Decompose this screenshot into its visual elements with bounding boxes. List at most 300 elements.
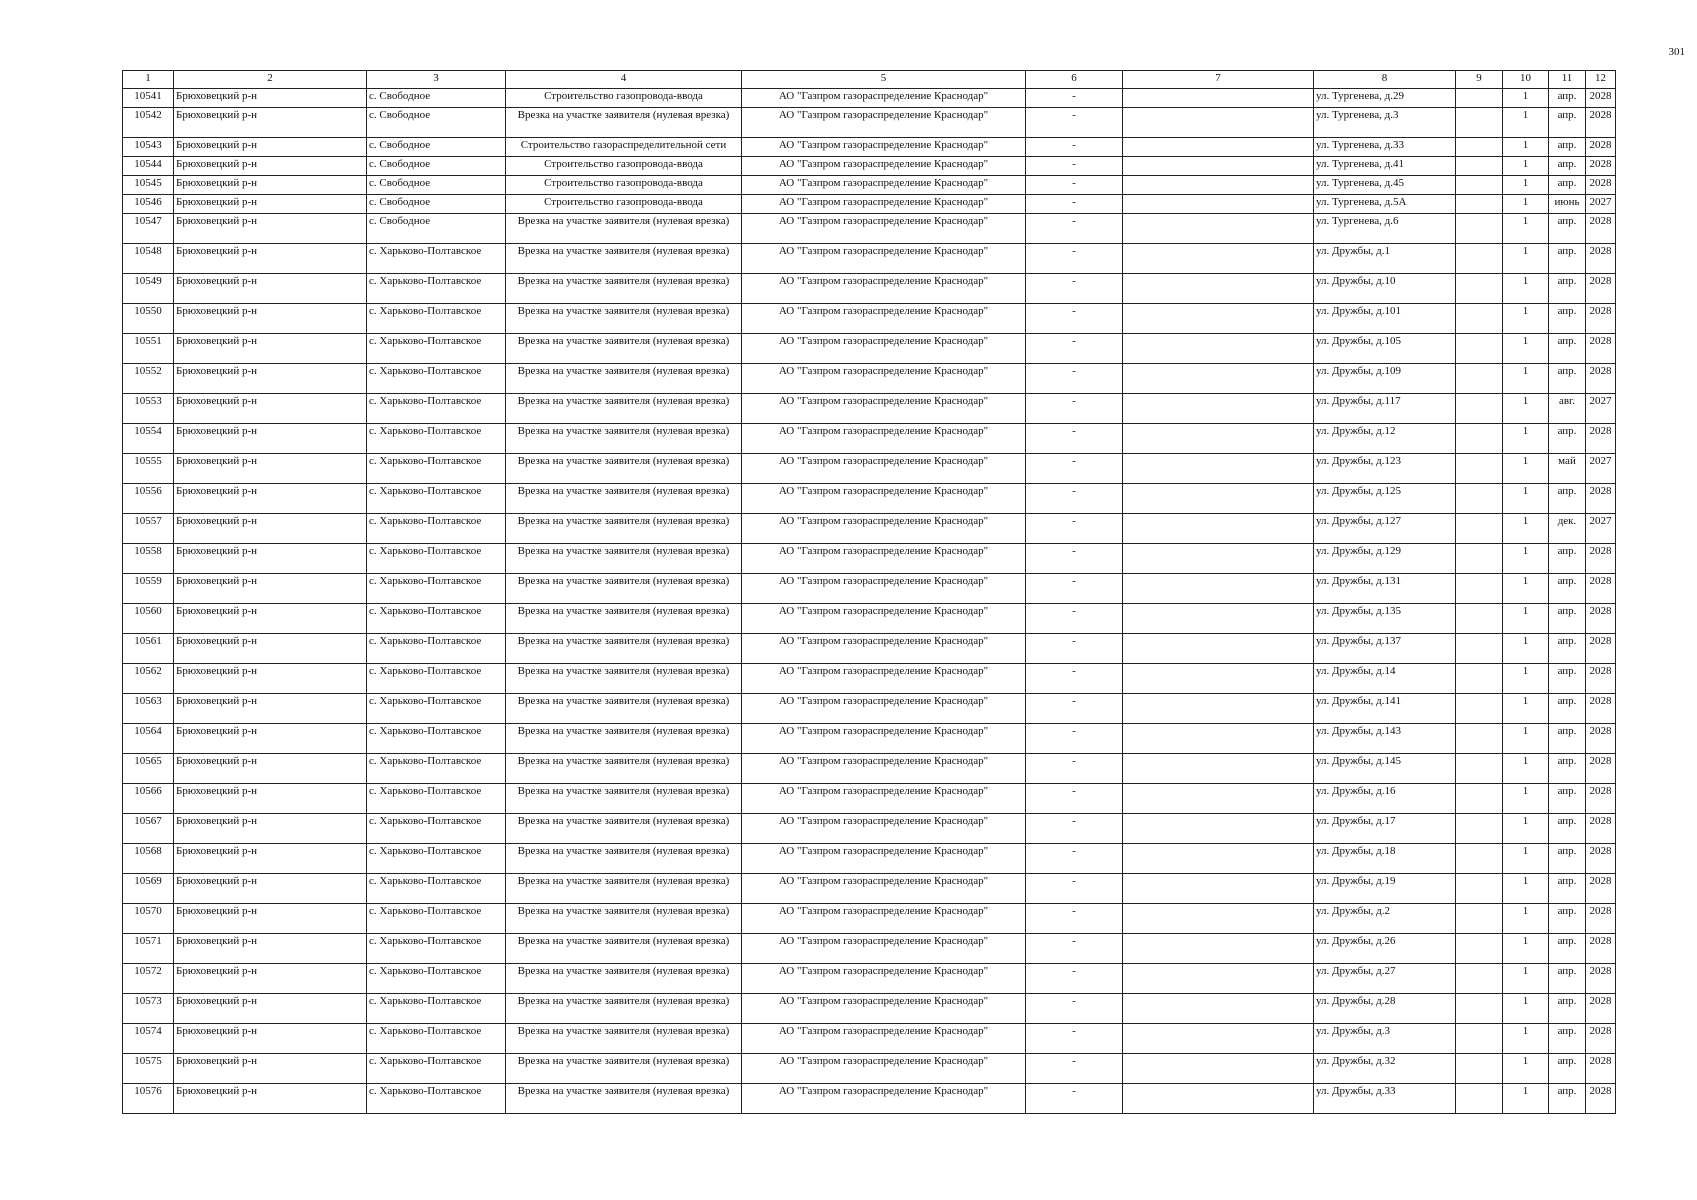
- column-9-cell: [1456, 514, 1503, 544]
- column-header: 12: [1586, 71, 1616, 89]
- district-cell: Брюховецкий р-н: [174, 274, 367, 304]
- settlement-cell: с. Харьково-Полтавское: [367, 484, 506, 514]
- organization-cell: АО "Газпром газораспределение Краснодар": [742, 484, 1026, 514]
- district-cell: Брюховецкий р-н: [174, 195, 367, 214]
- work-type-cell: Врезка на участке заявителя (нулевая врезка): [506, 244, 742, 274]
- row-number-cell: 10559: [123, 574, 174, 604]
- district-cell: Брюховецкий р-н: [174, 874, 367, 904]
- work-type-cell: Врезка на участке заявителя (нулевая врезка): [506, 108, 742, 138]
- column-9-cell: [1456, 274, 1503, 304]
- table-row: [123, 176, 1616, 195]
- column-header: 2: [174, 71, 367, 89]
- quantity-cell: 1: [1503, 176, 1549, 195]
- quantity-cell: 1: [1503, 424, 1549, 454]
- organization-cell: АО "Газпром газораспределение Краснодар": [742, 664, 1026, 694]
- quantity-cell: 1: [1503, 334, 1549, 364]
- month-cell: июнь: [1549, 195, 1586, 214]
- quantity-cell: 1: [1503, 274, 1549, 304]
- table-row: [123, 244, 1616, 274]
- work-type-cell: Врезка на участке заявителя (нулевая врезка): [506, 784, 742, 814]
- table-row: [123, 424, 1616, 454]
- month-cell: апр.: [1549, 424, 1586, 454]
- column-7-cell: [1123, 214, 1314, 244]
- settlement-cell: с. Харьково-Полтавское: [367, 1084, 506, 1114]
- row-number-cell: 10571: [123, 934, 174, 964]
- organization-cell: АО "Газпром газораспределение Краснодар": [742, 1054, 1026, 1084]
- quantity-cell: 1: [1503, 964, 1549, 994]
- address-cell: ул. Дружбы, д.145: [1314, 754, 1456, 784]
- organization-cell: АО "Газпром газораспределение Краснодар": [742, 157, 1026, 176]
- address-cell: ул. Дружбы, д.19: [1314, 874, 1456, 904]
- work-type-cell: Врезка на участке заявителя (нулевая врезка): [506, 334, 742, 364]
- month-cell: апр.: [1549, 1084, 1586, 1114]
- organization-cell: АО "Газпром газораспределение Краснодар": [742, 514, 1026, 544]
- column-9-cell: [1456, 874, 1503, 904]
- settlement-cell: с. Свободное: [367, 214, 506, 244]
- column-7-cell: [1123, 604, 1314, 634]
- column-header: 8: [1314, 71, 1456, 89]
- column-7-cell: [1123, 176, 1314, 195]
- settlement-cell: с. Харьково-Полтавское: [367, 604, 506, 634]
- work-type-cell: Врезка на участке заявителя (нулевая врезка): [506, 604, 742, 634]
- column-7-cell: [1123, 874, 1314, 904]
- work-type-cell: Врезка на участке заявителя (нулевая врезка): [506, 994, 742, 1024]
- column-7-cell: [1123, 1084, 1314, 1114]
- quantity-cell: 1: [1503, 304, 1549, 334]
- settlement-cell: с. Свободное: [367, 108, 506, 138]
- column-9-cell: [1456, 544, 1503, 574]
- row-number-cell: 10568: [123, 844, 174, 874]
- month-cell: апр.: [1549, 784, 1586, 814]
- organization-cell: АО "Газпром газораспределение Краснодар": [742, 364, 1026, 394]
- district-cell: Брюховецкий р-н: [174, 394, 367, 424]
- settlement-cell: с. Харьково-Полтавское: [367, 334, 506, 364]
- work-type-cell: Врезка на участке заявителя (нулевая врезка): [506, 484, 742, 514]
- year-cell: 2028: [1586, 176, 1616, 195]
- quantity-cell: 1: [1503, 454, 1549, 484]
- column-9-cell: [1456, 108, 1503, 138]
- column-9-cell: [1456, 664, 1503, 694]
- quantity-cell: 1: [1503, 1054, 1549, 1084]
- column-9-cell: [1456, 244, 1503, 274]
- column-9-cell: [1456, 1024, 1503, 1054]
- column-header: 11: [1549, 71, 1586, 89]
- column-6-cell: -: [1026, 844, 1123, 874]
- quantity-cell: 1: [1503, 724, 1549, 754]
- organization-cell: АО "Газпром газораспределение Краснодар": [742, 754, 1026, 784]
- year-cell: 2028: [1586, 244, 1616, 274]
- organization-cell: АО "Газпром газораспределение Краснодар": [742, 874, 1026, 904]
- district-cell: Брюховецкий р-н: [174, 364, 367, 394]
- month-cell: апр.: [1549, 874, 1586, 904]
- column-header: 5: [742, 71, 1026, 89]
- address-cell: ул. Дружбы, д.125: [1314, 484, 1456, 514]
- row-number-cell: 10544: [123, 157, 174, 176]
- column-7-cell: [1123, 1054, 1314, 1084]
- column-6-cell: -: [1026, 244, 1123, 274]
- column-7-cell: [1123, 424, 1314, 454]
- month-cell: апр.: [1549, 157, 1586, 176]
- address-cell: ул. Дружбы, д.131: [1314, 574, 1456, 604]
- row-number-cell: 10554: [123, 424, 174, 454]
- year-cell: 2028: [1586, 544, 1616, 574]
- year-cell: 2028: [1586, 904, 1616, 934]
- month-cell: апр.: [1549, 634, 1586, 664]
- year-cell: 2028: [1586, 664, 1616, 694]
- column-7-cell: [1123, 574, 1314, 604]
- work-type-cell: Строительство газопровода-ввода: [506, 89, 742, 108]
- organization-cell: АО "Газпром газораспределение Краснодар": [742, 544, 1026, 574]
- address-cell: ул. Дружбы, д.14: [1314, 664, 1456, 694]
- quantity-cell: 1: [1503, 89, 1549, 108]
- month-cell: апр.: [1549, 574, 1586, 604]
- row-number-cell: 10558: [123, 544, 174, 574]
- table-row: [123, 934, 1616, 964]
- address-cell: ул. Дружбы, д.137: [1314, 634, 1456, 664]
- work-type-cell: Врезка на участке заявителя (нулевая врезка): [506, 844, 742, 874]
- settlement-cell: с. Харьково-Полтавское: [367, 304, 506, 334]
- column-6-cell: -: [1026, 364, 1123, 394]
- district-cell: Брюховецкий р-н: [174, 544, 367, 574]
- organization-cell: АО "Газпром газораспределение Краснодар": [742, 244, 1026, 274]
- quantity-cell: 1: [1503, 874, 1549, 904]
- column-7-cell: [1123, 274, 1314, 304]
- row-number-cell: 10561: [123, 634, 174, 664]
- column-9-cell: [1456, 844, 1503, 874]
- settlement-cell: с. Харьково-Полтавское: [367, 394, 506, 424]
- table-row: [123, 89, 1616, 108]
- quantity-cell: 1: [1503, 784, 1549, 814]
- column-6-cell: -: [1026, 694, 1123, 724]
- column-7-cell: [1123, 394, 1314, 424]
- district-cell: Брюховецкий р-н: [174, 634, 367, 664]
- district-cell: Брюховецкий р-н: [174, 724, 367, 754]
- row-number-cell: 10566: [123, 784, 174, 814]
- column-9-cell: [1456, 454, 1503, 484]
- column-9-cell: [1456, 394, 1503, 424]
- work-type-cell: Врезка на участке заявителя (нулевая врезка): [506, 634, 742, 664]
- year-cell: 2028: [1586, 694, 1616, 724]
- column-9-cell: [1456, 694, 1503, 724]
- column-6-cell: -: [1026, 784, 1123, 814]
- year-cell: 2028: [1586, 108, 1616, 138]
- district-cell: Брюховецкий р-н: [174, 1054, 367, 1084]
- column-9-cell: [1456, 304, 1503, 334]
- column-9-cell: [1456, 364, 1503, 394]
- address-cell: ул. Тургенева, д.45: [1314, 176, 1456, 195]
- row-number-cell: 10553: [123, 394, 174, 424]
- year-cell: 2028: [1586, 814, 1616, 844]
- district-cell: Брюховецкий р-н: [174, 694, 367, 724]
- year-cell: 2027: [1586, 195, 1616, 214]
- settlement-cell: с. Харьково-Полтавское: [367, 754, 506, 784]
- column-7-cell: [1123, 814, 1314, 844]
- settlement-cell: с. Свободное: [367, 157, 506, 176]
- row-number-cell: 10570: [123, 904, 174, 934]
- organization-cell: АО "Газпром газораспределение Краснодар": [742, 1024, 1026, 1054]
- settlement-cell: с. Харьково-Полтавское: [367, 844, 506, 874]
- quantity-cell: 1: [1503, 694, 1549, 724]
- month-cell: май: [1549, 454, 1586, 484]
- column-header: 10: [1503, 71, 1549, 89]
- district-cell: Брюховецкий р-н: [174, 574, 367, 604]
- address-cell: ул. Тургенева, д.5А: [1314, 195, 1456, 214]
- quantity-cell: 1: [1503, 634, 1549, 664]
- table-row: [123, 304, 1616, 334]
- district-cell: Брюховецкий р-н: [174, 484, 367, 514]
- column-6-cell: -: [1026, 157, 1123, 176]
- district-cell: Брюховецкий р-н: [174, 1084, 367, 1114]
- quantity-cell: 1: [1503, 244, 1549, 274]
- column-7-cell: [1123, 138, 1314, 157]
- district-cell: Брюховецкий р-н: [174, 214, 367, 244]
- column-9-cell: [1456, 214, 1503, 244]
- table-row: [123, 394, 1616, 424]
- district-cell: Брюховецкий р-н: [174, 934, 367, 964]
- work-type-cell: Врезка на участке заявителя (нулевая врезка): [506, 1024, 742, 1054]
- address-cell: ул. Дружбы, д.109: [1314, 364, 1456, 394]
- organization-cell: АО "Газпром газораспределение Краснодар": [742, 904, 1026, 934]
- year-cell: 2028: [1586, 724, 1616, 754]
- month-cell: апр.: [1549, 664, 1586, 694]
- address-cell: ул. Дружбы, д.117: [1314, 394, 1456, 424]
- column-7-cell: [1123, 514, 1314, 544]
- month-cell: апр.: [1549, 724, 1586, 754]
- column-6-cell: -: [1026, 394, 1123, 424]
- table-row: [123, 724, 1616, 754]
- settlement-cell: с. Харьково-Полтавское: [367, 634, 506, 664]
- address-cell: ул. Дружбы, д.105: [1314, 334, 1456, 364]
- year-cell: 2028: [1586, 634, 1616, 664]
- month-cell: апр.: [1549, 484, 1586, 514]
- address-cell: ул. Дружбы, д.129: [1314, 544, 1456, 574]
- column-6-cell: -: [1026, 724, 1123, 754]
- month-cell: апр.: [1549, 176, 1586, 195]
- row-number-cell: 10564: [123, 724, 174, 754]
- row-number-cell: 10556: [123, 484, 174, 514]
- table-row: [123, 274, 1616, 304]
- address-cell: ул. Тургенева, д.29: [1314, 89, 1456, 108]
- column-9-cell: [1456, 176, 1503, 195]
- organization-cell: АО "Газпром газораспределение Краснодар": [742, 574, 1026, 604]
- column-9-cell: [1456, 574, 1503, 604]
- row-number-cell: 10574: [123, 1024, 174, 1054]
- column-6-cell: -: [1026, 904, 1123, 934]
- column-7-cell: [1123, 694, 1314, 724]
- column-header: 6: [1026, 71, 1123, 89]
- month-cell: апр.: [1549, 214, 1586, 244]
- settlement-cell: с. Харьково-Полтавское: [367, 694, 506, 724]
- month-cell: апр.: [1549, 244, 1586, 274]
- column-6-cell: -: [1026, 484, 1123, 514]
- table-row: [123, 574, 1616, 604]
- column-9-cell: [1456, 634, 1503, 664]
- year-cell: 2028: [1586, 964, 1616, 994]
- address-cell: ул. Дружбы, д.33: [1314, 1084, 1456, 1114]
- table-row: [123, 844, 1616, 874]
- district-cell: Брюховецкий р-н: [174, 814, 367, 844]
- settlement-cell: с. Харьково-Полтавское: [367, 274, 506, 304]
- quantity-cell: 1: [1503, 214, 1549, 244]
- column-6-cell: -: [1026, 304, 1123, 334]
- column-7-cell: [1123, 334, 1314, 364]
- row-number-cell: 10560: [123, 604, 174, 634]
- address-cell: ул. Дружбы, д.123: [1314, 454, 1456, 484]
- year-cell: 2028: [1586, 1084, 1616, 1114]
- column-9-cell: [1456, 1054, 1503, 1084]
- row-number-cell: 10541: [123, 89, 174, 108]
- year-cell: 2028: [1586, 138, 1616, 157]
- address-cell: ул. Тургенева, д.3: [1314, 108, 1456, 138]
- column-7-cell: [1123, 664, 1314, 694]
- year-cell: 2028: [1586, 574, 1616, 604]
- settlement-cell: с. Харьково-Полтавское: [367, 904, 506, 934]
- year-cell: 2028: [1586, 604, 1616, 634]
- column-header: 4: [506, 71, 742, 89]
- month-cell: апр.: [1549, 544, 1586, 574]
- table-row: [123, 454, 1616, 484]
- organization-cell: АО "Газпром газораспределение Краснодар": [742, 694, 1026, 724]
- organization-cell: АО "Газпром газораспределение Краснодар": [742, 394, 1026, 424]
- registry-table: [122, 70, 1616, 1114]
- organization-cell: АО "Газпром газораспределение Краснодар": [742, 724, 1026, 754]
- column-6-cell: -: [1026, 514, 1123, 544]
- organization-cell: АО "Газпром газораспределение Краснодар": [742, 304, 1026, 334]
- column-6-cell: -: [1026, 176, 1123, 195]
- month-cell: апр.: [1549, 1054, 1586, 1084]
- column-7-cell: [1123, 157, 1314, 176]
- settlement-cell: с. Харьково-Полтавское: [367, 544, 506, 574]
- column-6-cell: -: [1026, 424, 1123, 454]
- quantity-cell: 1: [1503, 1084, 1549, 1114]
- district-cell: Брюховецкий р-н: [174, 904, 367, 934]
- column-7-cell: [1123, 994, 1314, 1024]
- row-number-cell: 10549: [123, 274, 174, 304]
- work-type-cell: Врезка на участке заявителя (нулевая врезка): [506, 574, 742, 604]
- column-6-cell: -: [1026, 89, 1123, 108]
- organization-cell: АО "Газпром газораспределение Краснодар": [742, 138, 1026, 157]
- table-row: [123, 1084, 1616, 1114]
- column-7-cell: [1123, 784, 1314, 814]
- header-row: [123, 71, 1616, 89]
- district-cell: Брюховецкий р-н: [174, 244, 367, 274]
- work-type-cell: Врезка на участке заявителя (нулевая врезка): [506, 904, 742, 934]
- settlement-cell: с. Харьково-Полтавское: [367, 424, 506, 454]
- table-row: [123, 904, 1616, 934]
- district-cell: Брюховецкий р-н: [174, 89, 367, 108]
- table-row: [123, 874, 1616, 904]
- column-9-cell: [1456, 724, 1503, 754]
- organization-cell: АО "Газпром газораспределение Краснодар": [742, 934, 1026, 964]
- row-number-cell: 10555: [123, 454, 174, 484]
- address-cell: ул. Дружбы, д.32: [1314, 1054, 1456, 1084]
- year-cell: 2028: [1586, 274, 1616, 304]
- table-row: [123, 334, 1616, 364]
- year-cell: 2028: [1586, 304, 1616, 334]
- table-row: [123, 484, 1616, 514]
- year-cell: 2028: [1586, 994, 1616, 1024]
- row-number-cell: 10563: [123, 694, 174, 724]
- organization-cell: АО "Газпром газораспределение Краснодар": [742, 108, 1026, 138]
- row-number-cell: 10543: [123, 138, 174, 157]
- month-cell: апр.: [1549, 754, 1586, 784]
- month-cell: авг.: [1549, 394, 1586, 424]
- quantity-cell: 1: [1503, 1024, 1549, 1054]
- settlement-cell: с. Харьково-Полтавское: [367, 994, 506, 1024]
- district-cell: Брюховецкий р-н: [174, 138, 367, 157]
- column-9-cell: [1456, 138, 1503, 157]
- column-7-cell: [1123, 244, 1314, 274]
- table-row: [123, 138, 1616, 157]
- column-7-cell: [1123, 724, 1314, 754]
- column-6-cell: -: [1026, 754, 1123, 784]
- row-number-cell: 10542: [123, 108, 174, 138]
- district-cell: Брюховецкий р-н: [174, 1024, 367, 1054]
- address-cell: ул. Дружбы, д.141: [1314, 694, 1456, 724]
- settlement-cell: с. Харьково-Полтавское: [367, 964, 506, 994]
- column-6-cell: -: [1026, 108, 1123, 138]
- column-6-cell: -: [1026, 664, 1123, 694]
- quantity-cell: 1: [1503, 138, 1549, 157]
- quantity-cell: 1: [1503, 484, 1549, 514]
- row-number-cell: 10562: [123, 664, 174, 694]
- year-cell: 2027: [1586, 394, 1616, 424]
- month-cell: дек.: [1549, 514, 1586, 544]
- month-cell: апр.: [1549, 694, 1586, 724]
- work-type-cell: Врезка на участке заявителя (нулевая врезка): [506, 544, 742, 574]
- settlement-cell: с. Харьково-Полтавское: [367, 574, 506, 604]
- month-cell: апр.: [1549, 334, 1586, 364]
- organization-cell: АО "Газпром газораспределение Краснодар": [742, 195, 1026, 214]
- settlement-cell: с. Харьково-Полтавское: [367, 664, 506, 694]
- district-cell: Брюховецкий р-н: [174, 604, 367, 634]
- month-cell: апр.: [1549, 844, 1586, 874]
- column-6-cell: -: [1026, 964, 1123, 994]
- year-cell: 2028: [1586, 1054, 1616, 1084]
- quantity-cell: 1: [1503, 195, 1549, 214]
- row-number-cell: 10552: [123, 364, 174, 394]
- column-6-cell: -: [1026, 574, 1123, 604]
- table-row: [123, 994, 1616, 1024]
- work-type-cell: Врезка на участке заявителя (нулевая врезка): [506, 1084, 742, 1114]
- column-9-cell: [1456, 1084, 1503, 1114]
- column-7-cell: [1123, 964, 1314, 994]
- work-type-cell: Врезка на участке заявителя (нулевая врезка): [506, 754, 742, 784]
- quantity-cell: 1: [1503, 844, 1549, 874]
- column-9-cell: [1456, 994, 1503, 1024]
- column-9-cell: [1456, 195, 1503, 214]
- column-9-cell: [1456, 964, 1503, 994]
- address-cell: ул. Дружбы, д.2: [1314, 904, 1456, 934]
- settlement-cell: с. Свободное: [367, 89, 506, 108]
- column-9-cell: [1456, 334, 1503, 364]
- year-cell: 2028: [1586, 424, 1616, 454]
- work-type-cell: Врезка на участке заявителя (нулевая врезка): [506, 364, 742, 394]
- row-number-cell: 10575: [123, 1054, 174, 1084]
- column-9-cell: [1456, 754, 1503, 784]
- address-cell: ул. Дружбы, д.17: [1314, 814, 1456, 844]
- year-cell: 2028: [1586, 844, 1616, 874]
- quantity-cell: 1: [1503, 934, 1549, 964]
- work-type-cell: Строительство газораспределительной сети: [506, 138, 742, 157]
- column-7-cell: [1123, 304, 1314, 334]
- district-cell: Брюховецкий р-н: [174, 514, 367, 544]
- quantity-cell: 1: [1503, 754, 1549, 784]
- address-cell: ул. Дружбы, д.10: [1314, 274, 1456, 304]
- column-6-cell: -: [1026, 334, 1123, 364]
- address-cell: ул. Дружбы, д.16: [1314, 784, 1456, 814]
- column-7-cell: [1123, 484, 1314, 514]
